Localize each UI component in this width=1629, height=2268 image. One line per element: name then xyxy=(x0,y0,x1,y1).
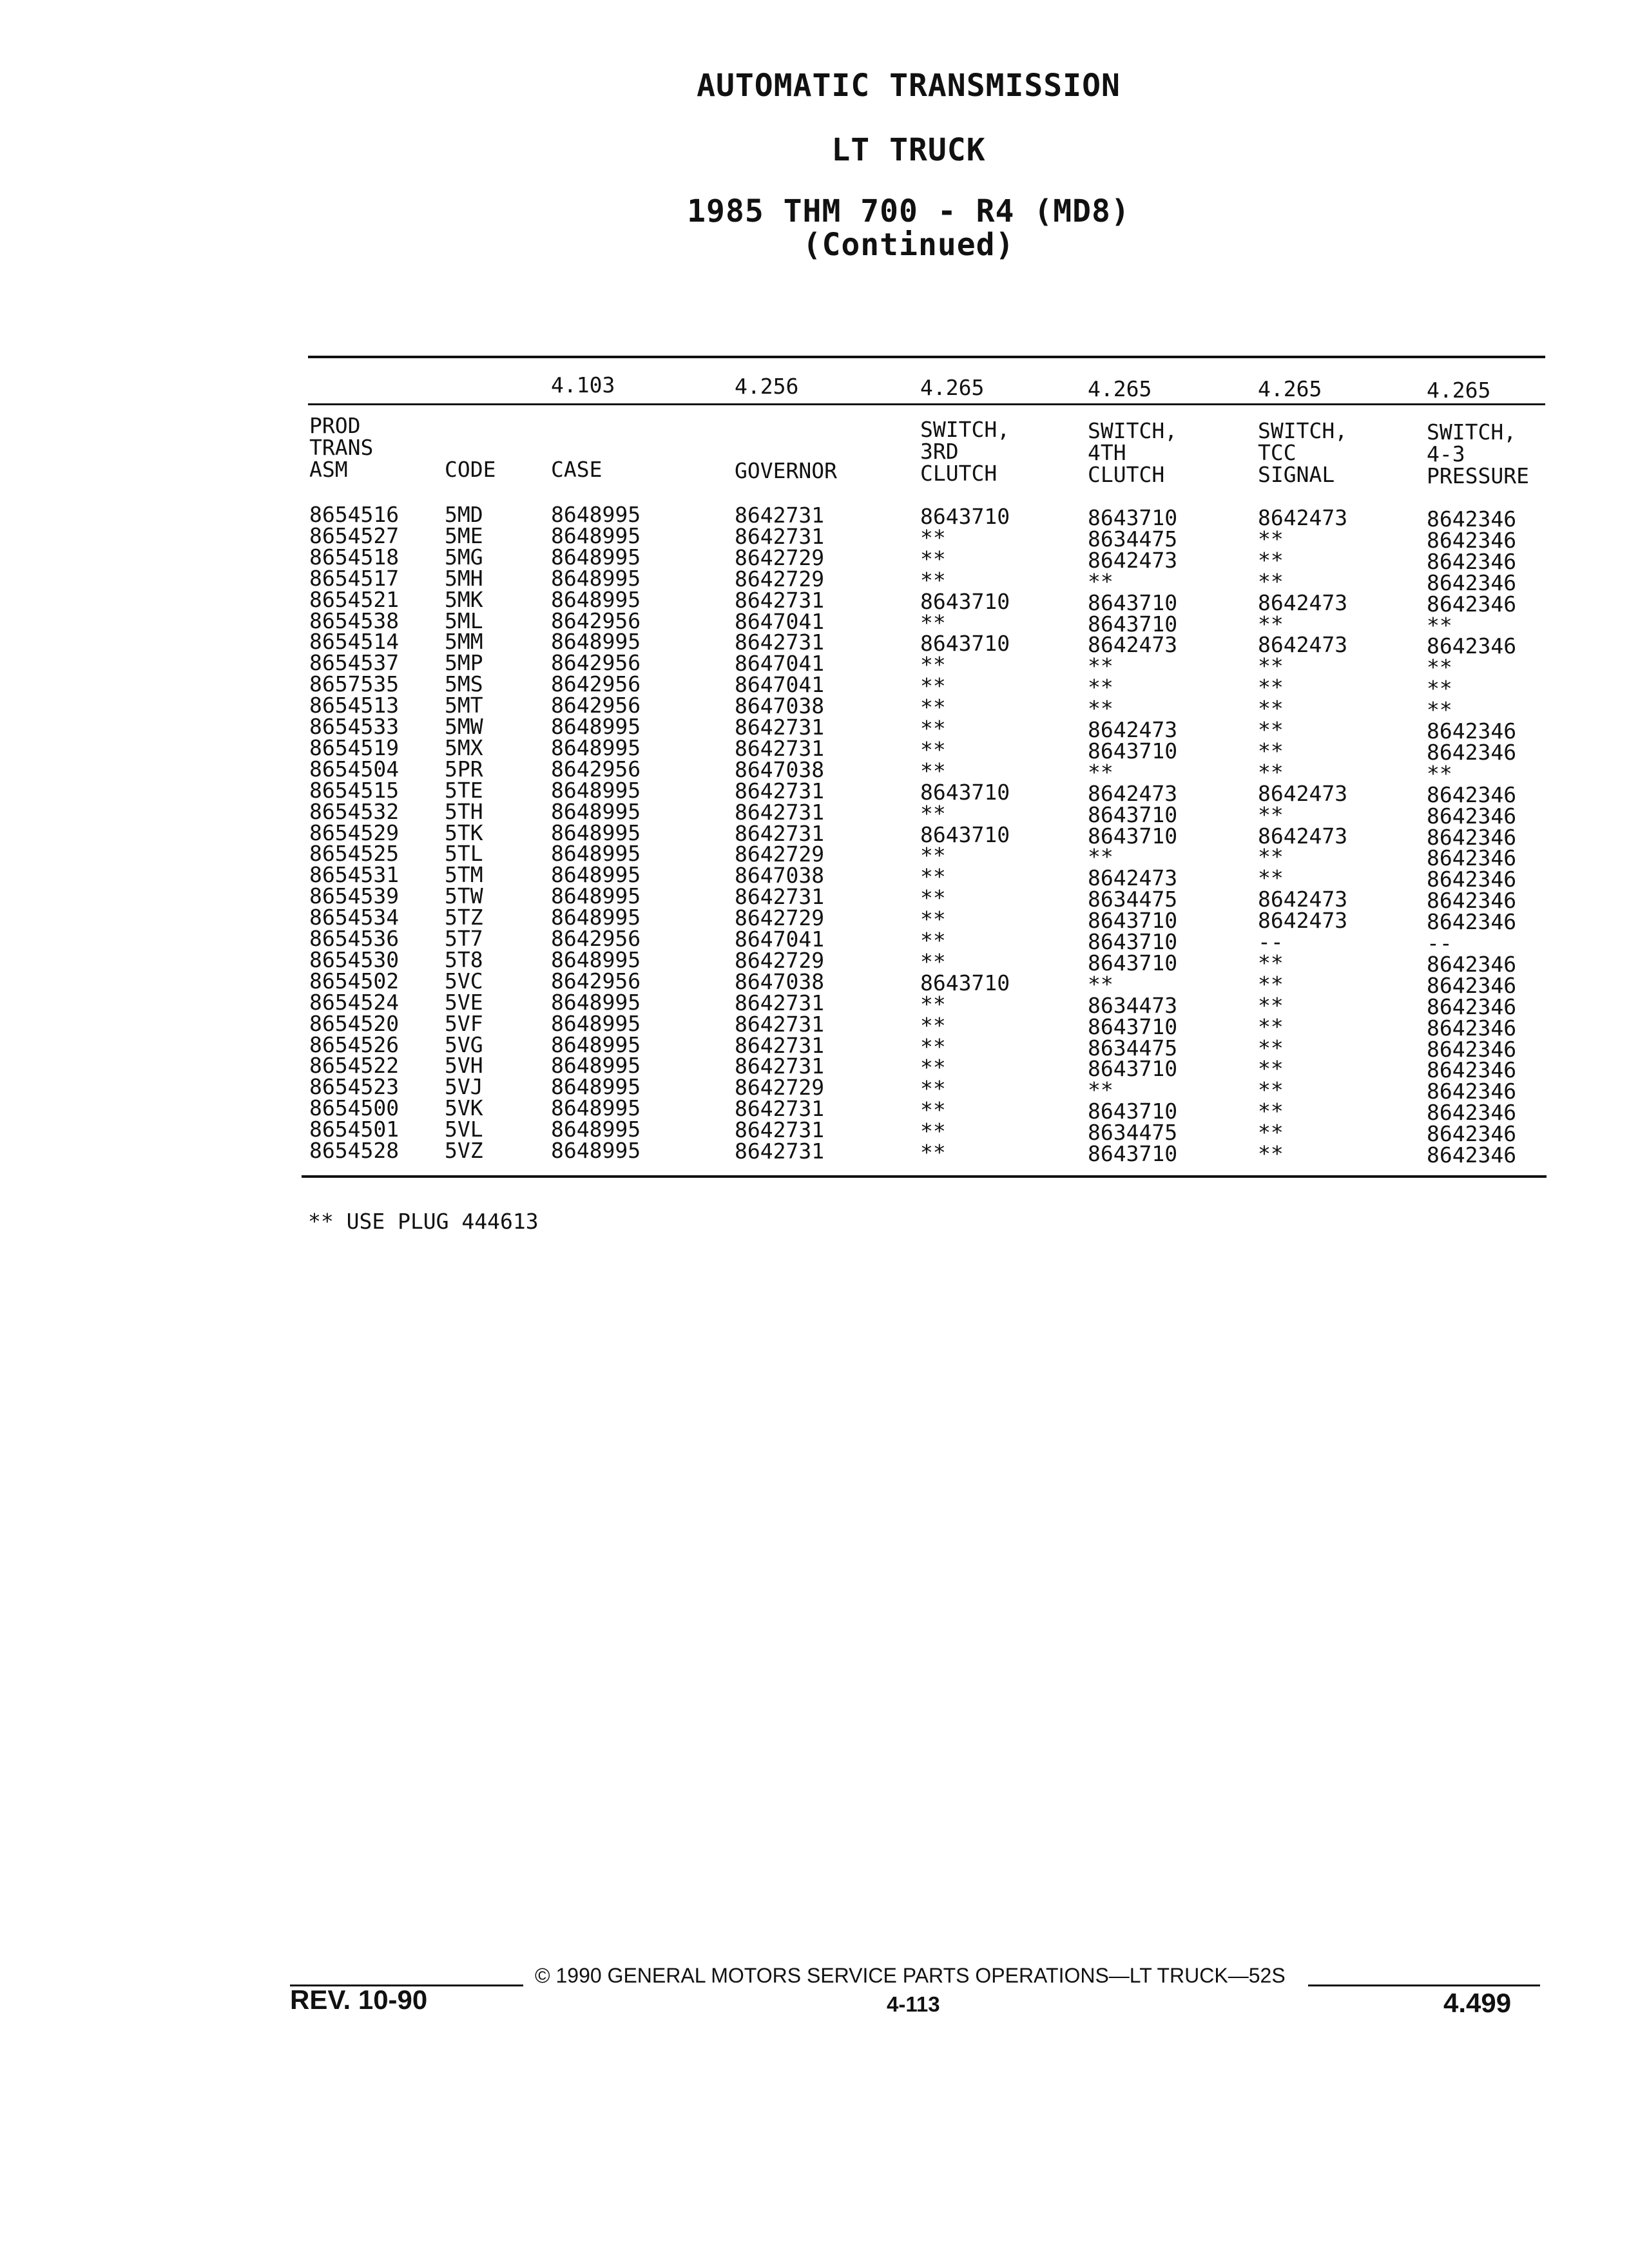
footer-page-code: 4-113 xyxy=(887,1992,940,2016)
cell-4th-clutch: 8643710 xyxy=(1088,611,1178,637)
cell-case: 8648995 xyxy=(551,586,641,612)
cell-tcc-signal: ** xyxy=(1258,675,1284,700)
cell-tcc-signal: ** xyxy=(1258,1120,1284,1146)
cell-3rd-clutch: ** xyxy=(920,673,946,699)
cell-tcc-signal: ** xyxy=(1258,611,1284,637)
section-heading-note: (Continued) xyxy=(802,227,1015,263)
cell-code: 5VG xyxy=(445,1032,483,1057)
cell-4th-clutch: 8643710 xyxy=(1088,802,1178,827)
cell-4th-clutch: 8634475 xyxy=(1088,887,1178,912)
cell-4-3-pressure: 8642346 xyxy=(1427,1142,1517,1168)
cell-3rd-clutch: ** xyxy=(920,928,946,953)
cell-4th-clutch: 8643710 xyxy=(1088,738,1178,764)
cell-case: 8648995 xyxy=(551,1138,641,1163)
cell-4-3-pressure: 8642346 xyxy=(1427,867,1517,892)
cell-4-3-pressure: 8642346 xyxy=(1427,1121,1517,1147)
cell-3rd-clutch: ** xyxy=(920,1033,946,1059)
cell-tcc-signal: ** xyxy=(1258,1099,1284,1124)
cell-governor: 8642731 xyxy=(735,629,825,655)
cell-3rd-clutch: ** xyxy=(920,610,946,635)
cell-4th-clutch: 8634475 xyxy=(1088,1035,1178,1061)
cell-4-3-pressure: 8642346 xyxy=(1427,845,1517,871)
cell-governor: 8642729 xyxy=(735,905,825,931)
group-code-case: 4.103 xyxy=(551,372,615,398)
cell-3rd-clutch: ** xyxy=(920,546,946,572)
cell-tcc-signal: -- xyxy=(1258,929,1284,954)
cell-code: 5MD xyxy=(445,502,483,527)
cell-prod-trans-asm: 8654502 xyxy=(309,968,400,994)
cell-4th-clutch: 8643710 xyxy=(1088,505,1178,530)
cell-tcc-signal: 8642473 xyxy=(1258,823,1348,849)
cell-case: 8648995 xyxy=(551,565,641,591)
cell-tcc-signal: ** xyxy=(1258,526,1284,552)
cell-governor: 8642731 xyxy=(735,799,825,825)
cell-governor: 8642731 xyxy=(735,1096,825,1122)
cell-4th-clutch: 8634475 xyxy=(1088,526,1178,552)
cell-tcc-signal: 8642473 xyxy=(1258,590,1348,615)
cell-4-3-pressure: 8642346 xyxy=(1427,909,1517,935)
cell-3rd-clutch: 8643710 xyxy=(920,631,1010,657)
cell-case: 8648995 xyxy=(551,1095,641,1121)
cell-code: 5TK xyxy=(445,820,483,845)
header-governor: GOVERNOR xyxy=(735,458,837,483)
cell-4th-clutch: ** xyxy=(1088,675,1113,700)
cell-code: 5ML xyxy=(445,608,483,633)
cell-tcc-signal: ** xyxy=(1258,844,1284,870)
cell-governor: 8647038 xyxy=(735,863,825,889)
cell-prod-trans-asm: 8654513 xyxy=(309,693,400,718)
cell-governor: 8642731 xyxy=(735,1117,825,1143)
cell-3rd-clutch: ** xyxy=(920,758,946,783)
cell-tcc-signal: ** xyxy=(1258,653,1284,679)
cell-3rd-clutch: ** xyxy=(920,1119,946,1144)
cell-4th-clutch: ** xyxy=(1088,1077,1113,1103)
cell-3rd-clutch: ** xyxy=(920,1140,946,1165)
cell-4-3-pressure: 8642346 xyxy=(1427,548,1517,574)
cell-4th-clutch: 8643710 xyxy=(1088,908,1178,934)
cell-3rd-clutch: ** xyxy=(920,907,946,932)
cell-governor: 8642731 xyxy=(735,1053,825,1079)
cell-case: 8648995 xyxy=(551,798,641,824)
cell-4th-clutch: ** xyxy=(1088,653,1113,679)
cell-prod-trans-asm: 8654531 xyxy=(309,862,400,888)
cell-prod-trans-asm: 8654521 xyxy=(309,586,400,612)
cell-4th-clutch: ** xyxy=(1088,971,1113,997)
cell-prod-trans-asm: 8657535 xyxy=(309,671,400,697)
cell-3rd-clutch: ** xyxy=(920,885,946,911)
cell-4th-clutch: 8642473 xyxy=(1088,865,1178,891)
cell-code: 5MW xyxy=(445,714,483,739)
cell-code: 5TE xyxy=(445,777,483,803)
group-code-4-3-pressure: 4.265 xyxy=(1427,378,1491,403)
cell-case: 8648995 xyxy=(551,544,641,570)
cell-3rd-clutch: ** xyxy=(920,736,946,762)
cell-governor: 8647038 xyxy=(735,968,825,994)
cell-4-3-pressure: 8642346 xyxy=(1427,633,1517,659)
cell-code: 5MM xyxy=(445,629,483,655)
cell-governor: 8647041 xyxy=(735,651,825,677)
cell-4-3-pressure: 8642346 xyxy=(1427,570,1517,595)
cell-governor: 8642731 xyxy=(735,778,825,803)
footnote: ** USE PLUG 444613 xyxy=(308,1209,539,1234)
cell-prod-trans-asm: 8654522 xyxy=(309,1053,400,1079)
cell-case: 8642956 xyxy=(551,608,641,633)
cell-code: 5TH xyxy=(445,798,483,824)
cell-prod-trans-asm: 8654528 xyxy=(309,1138,400,1163)
cell-governor: 8642731 xyxy=(735,820,825,846)
cell-case: 8648995 xyxy=(551,820,641,845)
cell-4th-clutch: ** xyxy=(1088,759,1113,785)
cell-4th-clutch: 8643710 xyxy=(1088,950,1178,975)
cell-governor: 8642731 xyxy=(735,1139,825,1164)
cell-4th-clutch: ** xyxy=(1088,568,1113,594)
cell-4th-clutch: 8643710 xyxy=(1088,590,1178,615)
section-heading: 1985 THM 700 - R4 (MD8) xyxy=(687,193,1130,229)
cell-3rd-clutch: ** xyxy=(920,567,946,593)
group-code-3rd-clutch: 4.265 xyxy=(920,375,985,400)
cell-governor: 8642731 xyxy=(735,990,825,1015)
cell-tcc-signal: ** xyxy=(1258,1035,1284,1061)
cell-4-3-pressure: 8642346 xyxy=(1427,782,1517,807)
cell-prod-trans-asm: 8654529 xyxy=(309,820,400,845)
cell-prod-trans-asm: 8654518 xyxy=(309,544,400,570)
cell-3rd-clutch: ** xyxy=(920,800,946,826)
cell-governor: 8642731 xyxy=(735,715,825,740)
cell-4-3-pressure: 8642346 xyxy=(1427,824,1517,850)
cell-governor: 8647038 xyxy=(735,756,825,782)
cell-prod-trans-asm: 8654527 xyxy=(309,523,400,548)
cell-case: 8648995 xyxy=(551,735,641,760)
footer-revision: REV. 10-90 xyxy=(290,1984,428,2015)
footer-copyright: © 1990 GENERAL MOTORS SERVICE PARTS OPERATIONS—LT TRUCK—52S xyxy=(535,1964,1286,1987)
cell-governor: 8647041 xyxy=(735,672,825,698)
cell-4th-clutch: 8634473 xyxy=(1088,992,1178,1018)
cell-prod-trans-asm: 8654526 xyxy=(309,1032,400,1057)
cell-case: 8642956 xyxy=(551,671,641,697)
cell-4-3-pressure: 8642346 xyxy=(1427,506,1517,532)
cell-code: 5TM xyxy=(445,862,483,888)
cell-4th-clutch: 8643710 xyxy=(1088,1099,1178,1124)
cell-code: 5VE xyxy=(445,989,483,1015)
document-subtitle: LT TRUCK xyxy=(831,132,986,168)
cell-4-3-pressure: 8642346 xyxy=(1427,972,1517,998)
cell-case: 8648995 xyxy=(551,1010,641,1036)
cell-3rd-clutch: 8643710 xyxy=(920,970,1010,995)
cell-prod-trans-asm: 8654500 xyxy=(309,1095,400,1121)
cell-tcc-signal: ** xyxy=(1258,865,1284,891)
cell-tcc-signal: ** xyxy=(1258,696,1284,722)
cell-prod-trans-asm: 8654514 xyxy=(309,629,400,655)
cell-case: 8648995 xyxy=(551,905,641,930)
cell-tcc-signal: ** xyxy=(1258,759,1284,785)
cell-code: 5TW xyxy=(445,883,483,909)
cell-4th-clutch: 8643710 xyxy=(1088,1014,1178,1039)
cell-4th-clutch: 8643710 xyxy=(1088,823,1178,849)
header-prod-trans-asm: PROD TRANS ASM xyxy=(309,413,374,482)
cell-case: 8648995 xyxy=(551,777,641,803)
header-switch-tcc-signal: SWITCH, TCC SIGNAL xyxy=(1258,418,1348,487)
cell-tcc-signal: ** xyxy=(1258,717,1284,742)
cell-3rd-clutch: 8643710 xyxy=(920,504,1010,529)
cell-case: 8642956 xyxy=(551,650,641,676)
cell-4-3-pressure: 8642346 xyxy=(1427,1079,1517,1104)
cell-governor: 8642729 xyxy=(735,566,825,591)
cell-3rd-clutch: 8643710 xyxy=(920,779,1010,805)
cell-tcc-signal: 8642473 xyxy=(1258,908,1348,934)
group-code-4th-clutch: 4.265 xyxy=(1088,376,1152,401)
cell-code: 5TL xyxy=(445,841,483,867)
cell-tcc-signal: ** xyxy=(1258,992,1284,1018)
cell-code: 5VC xyxy=(445,968,483,994)
cell-prod-trans-asm: 8654515 xyxy=(309,777,400,803)
cell-code: 5MK xyxy=(445,586,483,612)
group-code-governor: 4.256 xyxy=(735,374,799,399)
cell-governor: 8642729 xyxy=(735,947,825,973)
cell-4-3-pressure: ** xyxy=(1427,655,1452,680)
cell-4th-clutch: 8643710 xyxy=(1088,1141,1178,1166)
cell-4-3-pressure: 8642346 xyxy=(1427,1057,1517,1083)
cell-prod-trans-asm: 8654537 xyxy=(309,650,400,676)
cell-code: 5VL xyxy=(445,1117,483,1142)
header-case: CASE xyxy=(551,457,602,482)
cell-tcc-signal: ** xyxy=(1258,1141,1284,1166)
cell-code: 5VJ xyxy=(445,1074,483,1100)
cell-3rd-clutch: 8643710 xyxy=(920,822,1010,847)
cell-prod-trans-asm: 8654516 xyxy=(309,502,400,527)
cell-code: 5VF xyxy=(445,1010,483,1036)
cell-4-3-pressure: 8642346 xyxy=(1427,718,1517,744)
cell-prod-trans-asm: 8654517 xyxy=(309,565,400,591)
cell-governor: 8642731 xyxy=(735,523,825,549)
cell-case: 8648995 xyxy=(551,502,641,527)
cell-3rd-clutch: ** xyxy=(920,716,946,741)
cell-4-3-pressure: 8642346 xyxy=(1427,1100,1517,1126)
cell-governor: 8647041 xyxy=(735,608,825,634)
cell-4th-clutch: 8643710 xyxy=(1088,929,1178,954)
cell-prod-trans-asm: 8654536 xyxy=(309,926,400,951)
cell-4-3-pressure: 8642346 xyxy=(1427,527,1517,553)
cell-prod-trans-asm: 8654534 xyxy=(309,905,400,930)
cell-4-3-pressure: 8642346 xyxy=(1427,951,1517,977)
cell-case: 8648995 xyxy=(551,523,641,548)
cell-prod-trans-asm: 8654538 xyxy=(309,608,400,633)
header-code: CODE xyxy=(445,457,496,482)
cell-code: 5TZ xyxy=(445,905,483,930)
cell-4th-clutch: 8634475 xyxy=(1088,1120,1178,1146)
cell-3rd-clutch: ** xyxy=(920,695,946,720)
cell-prod-trans-asm: 8654533 xyxy=(309,714,400,739)
cell-3rd-clutch: ** xyxy=(920,652,946,678)
cell-prod-trans-asm: 8654504 xyxy=(309,756,400,782)
cell-tcc-signal: ** xyxy=(1258,738,1284,764)
cell-case: 8648995 xyxy=(551,947,641,972)
cell-prod-trans-asm: 8654524 xyxy=(309,989,400,1015)
cell-tcc-signal: 8642473 xyxy=(1258,887,1348,912)
cell-code: 5MS xyxy=(445,671,483,697)
cell-3rd-clutch: ** xyxy=(920,1076,946,1102)
cell-code: 5VK xyxy=(445,1095,483,1121)
cell-4th-clutch: 8642473 xyxy=(1088,717,1178,742)
cell-case: 8648995 xyxy=(551,1117,641,1142)
group-code-tcc-signal: 4.265 xyxy=(1258,376,1322,401)
cell-4th-clutch: ** xyxy=(1088,844,1113,870)
cell-code: 5MT xyxy=(445,693,483,718)
cell-governor: 8642729 xyxy=(735,1075,825,1100)
cell-code: 5MX xyxy=(445,735,483,760)
cell-4-3-pressure: ** xyxy=(1427,760,1452,786)
header-switch-3rd-clutch: SWITCH, 3RD CLUTCH xyxy=(920,417,1010,486)
cell-3rd-clutch: ** xyxy=(920,843,946,869)
cell-governor: 8642731 xyxy=(735,503,825,528)
cell-case: 8648995 xyxy=(551,629,641,655)
cell-governor: 8642729 xyxy=(735,544,825,570)
cell-code: 5VH xyxy=(445,1053,483,1079)
cell-4th-clutch: 8642473 xyxy=(1088,632,1178,658)
cell-governor: 8642731 xyxy=(735,587,825,613)
cell-prod-trans-asm: 8654501 xyxy=(309,1117,400,1142)
cell-case: 8648995 xyxy=(551,883,641,909)
cell-code: 5MG xyxy=(445,544,483,570)
cell-prod-trans-asm: 8654523 xyxy=(309,1074,400,1100)
cell-tcc-signal: 8642473 xyxy=(1258,505,1348,530)
cell-case: 8648995 xyxy=(551,989,641,1015)
cell-4-3-pressure: -- xyxy=(1427,930,1452,956)
cell-3rd-clutch: ** xyxy=(920,948,946,974)
cell-code: 5T8 xyxy=(445,947,483,972)
cell-4th-clutch: 8643710 xyxy=(1088,1056,1178,1082)
cell-4-3-pressure: 8642346 xyxy=(1427,888,1517,914)
footer-rule-right xyxy=(1308,1984,1540,1986)
cell-4-3-pressure: 8642346 xyxy=(1427,803,1517,829)
cell-3rd-clutch: ** xyxy=(920,864,946,890)
cell-governor: 8642731 xyxy=(735,1011,825,1037)
cell-code: 5MP xyxy=(445,650,483,676)
cell-4th-clutch: ** xyxy=(1088,696,1113,722)
cell-prod-trans-asm: 8654519 xyxy=(309,735,400,760)
cell-4th-clutch: 8642473 xyxy=(1088,547,1178,573)
cell-3rd-clutch: ** xyxy=(920,524,946,550)
cell-code: 5T7 xyxy=(445,926,483,951)
cell-case: 8642956 xyxy=(551,693,641,718)
cell-code: 5VZ xyxy=(445,1138,483,1163)
cell-3rd-clutch: 8643710 xyxy=(920,588,1010,614)
header-switch-4-3-pressure: SWITCH, 4-3 PRESSURE xyxy=(1427,419,1529,488)
cell-prod-trans-asm: 8654520 xyxy=(309,1010,400,1036)
cell-case: 8648995 xyxy=(551,1074,641,1100)
cell-prod-trans-asm: 8654532 xyxy=(309,798,400,824)
cell-code: 5ME xyxy=(445,523,483,548)
cell-governor: 8642729 xyxy=(735,841,825,867)
cell-governor: 8642731 xyxy=(735,735,825,761)
cell-governor: 8647041 xyxy=(735,927,825,952)
cell-case: 8648995 xyxy=(551,714,641,739)
footer-page-number: 4.499 xyxy=(1443,1988,1512,2018)
cell-tcc-signal: ** xyxy=(1258,802,1284,827)
cell-4-3-pressure: 8642346 xyxy=(1427,1036,1517,1062)
cell-4-3-pressure: 8642346 xyxy=(1427,1015,1517,1041)
cell-tcc-signal: ** xyxy=(1258,1014,1284,1039)
cell-4-3-pressure: ** xyxy=(1427,676,1452,702)
cell-code: 5PR xyxy=(445,756,483,782)
cell-case: 8642956 xyxy=(551,968,641,994)
cell-case: 8648995 xyxy=(551,1032,641,1057)
cell-case: 8648995 xyxy=(551,1053,641,1079)
cell-tcc-signal: ** xyxy=(1258,547,1284,573)
document-title: AUTOMATIC TRANSMISSION xyxy=(697,68,1121,104)
cell-3rd-clutch: ** xyxy=(920,1055,946,1081)
cell-case: 8648995 xyxy=(551,841,641,867)
cell-4-3-pressure: 8642346 xyxy=(1427,994,1517,1019)
cell-prod-trans-asm: 8654525 xyxy=(309,841,400,867)
cell-prod-trans-asm: 8654530 xyxy=(309,947,400,972)
cell-case: 8642956 xyxy=(551,756,641,782)
cell-tcc-signal: ** xyxy=(1258,568,1284,594)
cell-3rd-clutch: ** xyxy=(920,991,946,1017)
cell-4-3-pressure: 8642346 xyxy=(1427,591,1517,617)
cell-governor: 8642731 xyxy=(735,1032,825,1058)
cell-case: 8642956 xyxy=(551,926,641,951)
cell-tcc-signal: ** xyxy=(1258,971,1284,997)
cell-3rd-clutch: ** xyxy=(920,1012,946,1038)
cell-prod-trans-asm: 8654539 xyxy=(309,883,400,909)
cell-4-3-pressure: ** xyxy=(1427,697,1452,723)
cell-4-3-pressure: 8642346 xyxy=(1427,739,1517,765)
cell-4-3-pressure: ** xyxy=(1427,612,1452,638)
cell-governor: 8642731 xyxy=(735,884,825,910)
cell-tcc-signal: ** xyxy=(1258,950,1284,975)
cell-governor: 8647038 xyxy=(735,693,825,719)
cell-tcc-signal: 8642473 xyxy=(1258,632,1348,658)
cell-code: 5MH xyxy=(445,565,483,591)
cell-tcc-signal: ** xyxy=(1258,1077,1284,1103)
cell-3rd-clutch: ** xyxy=(920,1097,946,1123)
cell-tcc-signal: ** xyxy=(1258,1056,1284,1082)
cell-tcc-signal: 8642473 xyxy=(1258,780,1348,806)
cell-case: 8648995 xyxy=(551,862,641,888)
cell-4th-clutch: 8642473 xyxy=(1088,780,1178,806)
header-switch-4th-clutch: SWITCH, 4TH CLUTCH xyxy=(1088,418,1178,487)
